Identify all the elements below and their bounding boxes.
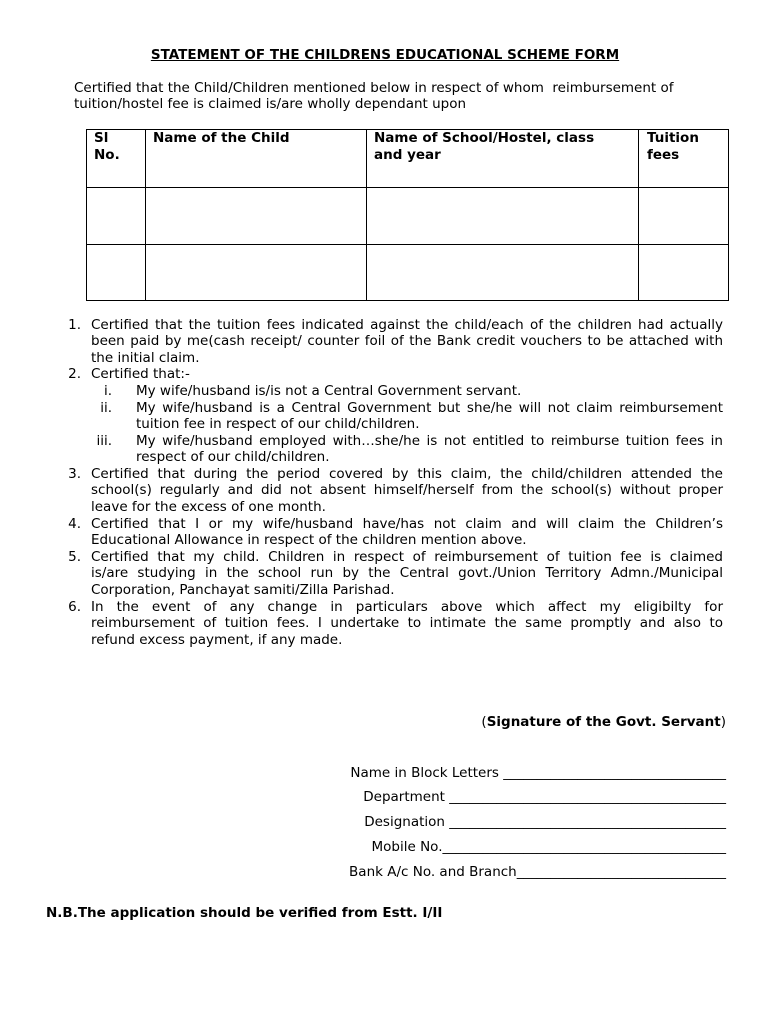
- certification-list: [68, 316, 723, 649]
- table-cell: [639, 245, 729, 301]
- table-cell: [87, 245, 146, 301]
- table-row: [87, 245, 729, 301]
- table-cell: [87, 188, 146, 245]
- item-number: 5.: [68, 548, 81, 565]
- certification-item-3: [68, 465, 723, 516]
- item-text-line: Certified that during the period covered by this claim, the child/children attended the: [91, 465, 723, 482]
- sub-item-text-line: My wife/husband employed with…she/he is not entitled to reimburse tuition fees in: [136, 432, 723, 449]
- table-row: [87, 188, 729, 245]
- item-text-line: Educational Allowance in respect of the children mention above.: [91, 532, 527, 549]
- sub-item-i: [103, 383, 723, 400]
- sub-item-text-line: My wife/husband is/is not a Central Government servant.: [136, 383, 522, 399]
- sub-item-text-line: respect of our child/children.: [136, 449, 330, 466]
- signature-label: Signature of the Govt. Servant: [486, 713, 721, 730]
- field-mobile-no: Mobile No.__________________________________________: [371, 838, 726, 855]
- field-name-in-block-letters: Name in Block Letters _________________________________: [350, 764, 726, 781]
- table-cell: [367, 188, 639, 245]
- item-text-line: Certified that I or my wife/husband have/has not claim and will claim the Children’s: [91, 515, 723, 532]
- intro-paragraph: [74, 80, 734, 112]
- certification-item-1: [68, 316, 723, 367]
- item-number: 6.: [68, 598, 81, 615]
- intro-line: Certified that the Child/Children mentioned below in respect of whom reimbursement of: [74, 80, 674, 96]
- sub-item-number: i.: [103, 383, 112, 399]
- table-header-row: [87, 130, 729, 188]
- field-designation: Designation _________________________________________: [364, 814, 726, 831]
- signature-open-paren: (: [481, 713, 487, 730]
- item-text-line: refund excess payment, if any made.: [91, 631, 343, 648]
- item-text-line: is/are studying in the school run by the Central govt./Union Territory Admn./Municipal: [91, 565, 723, 582]
- header-child-name: Name of the Child: [146, 130, 367, 188]
- form-title: STATEMENT OF THE CHILDRENS EDUCATIONAL SCHEME FORM: [150, 46, 620, 63]
- item-text-line: reimbursement of tuition fees. I undertake to intimate the same promptly and also to: [91, 615, 723, 632]
- intro-line: tuition/hostel fee is claimed is/are wholly dependant upon: [74, 96, 467, 112]
- item-text-line: school(s) regularly and did not absent himself/herself from the school(s) without proper: [91, 482, 723, 499]
- item-number: 3.: [68, 465, 81, 482]
- certification-item-5: [68, 548, 723, 599]
- item-number: 4.: [68, 515, 81, 532]
- item-text-line: Certified that my child. Children in respect of reimbursement of tuition fee is claimed: [91, 548, 723, 565]
- item-text-line: In the event of any change in particulars above which affect my eligibilty for: [91, 598, 723, 615]
- table-cell: [367, 245, 639, 301]
- sub-item-number: ii.: [100, 399, 112, 416]
- signature-close-paren: ): [720, 713, 726, 730]
- item-text-line: Certified that:-: [91, 366, 190, 383]
- item-text-line: Certified that the tuition fees indicated against the child/each of the children had actually: [91, 316, 723, 333]
- header-sl-no: Sl No.: [87, 130, 146, 188]
- officer-details-fields: [349, 761, 726, 885]
- field-department: Department _________________________________________: [363, 789, 726, 806]
- item-text-line: leave for the excess of one month.: [91, 499, 326, 516]
- sub-item-number: iii.: [96, 432, 112, 449]
- verification-note: N.B.The application should be verified from Estt. I/II: [46, 904, 443, 921]
- children-table: [86, 129, 729, 301]
- item-text-line: the initial claim.: [91, 349, 200, 366]
- sub-item-text-line: My wife/husband is a Central Government but she/he will not claim reimbursement: [136, 399, 723, 416]
- signature-caption: [481, 714, 726, 731]
- item-text-line: been paid by me(cash receipt/ counter foil of the Bank credit vouchers to be attached with: [91, 333, 723, 350]
- sub-item-text-line: tuition fee in respect of our child/children.: [136, 416, 420, 433]
- table-cell: [146, 188, 367, 245]
- sub-item-iii: [96, 432, 723, 466]
- certification-item-6: [68, 598, 723, 649]
- item-number: 2.: [68, 366, 81, 383]
- sub-item-ii: [100, 399, 723, 433]
- header-tuition-fees: Tuition fees: [639, 130, 729, 188]
- table-cell: [639, 188, 729, 245]
- field-bank-account-branch: Bank A/c No. and Branch_______________________________: [349, 863, 726, 880]
- table-cell: [146, 245, 367, 301]
- certification-item-4: [68, 515, 723, 549]
- header-school-class-year: Name of School/Hostel, class and year: [367, 130, 639, 188]
- item-text-line: Corporation, Panchayat samiti/Zilla Parishad.: [91, 581, 395, 598]
- item-number: 1.: [68, 316, 81, 333]
- certification-item-2: [68, 366, 723, 466]
